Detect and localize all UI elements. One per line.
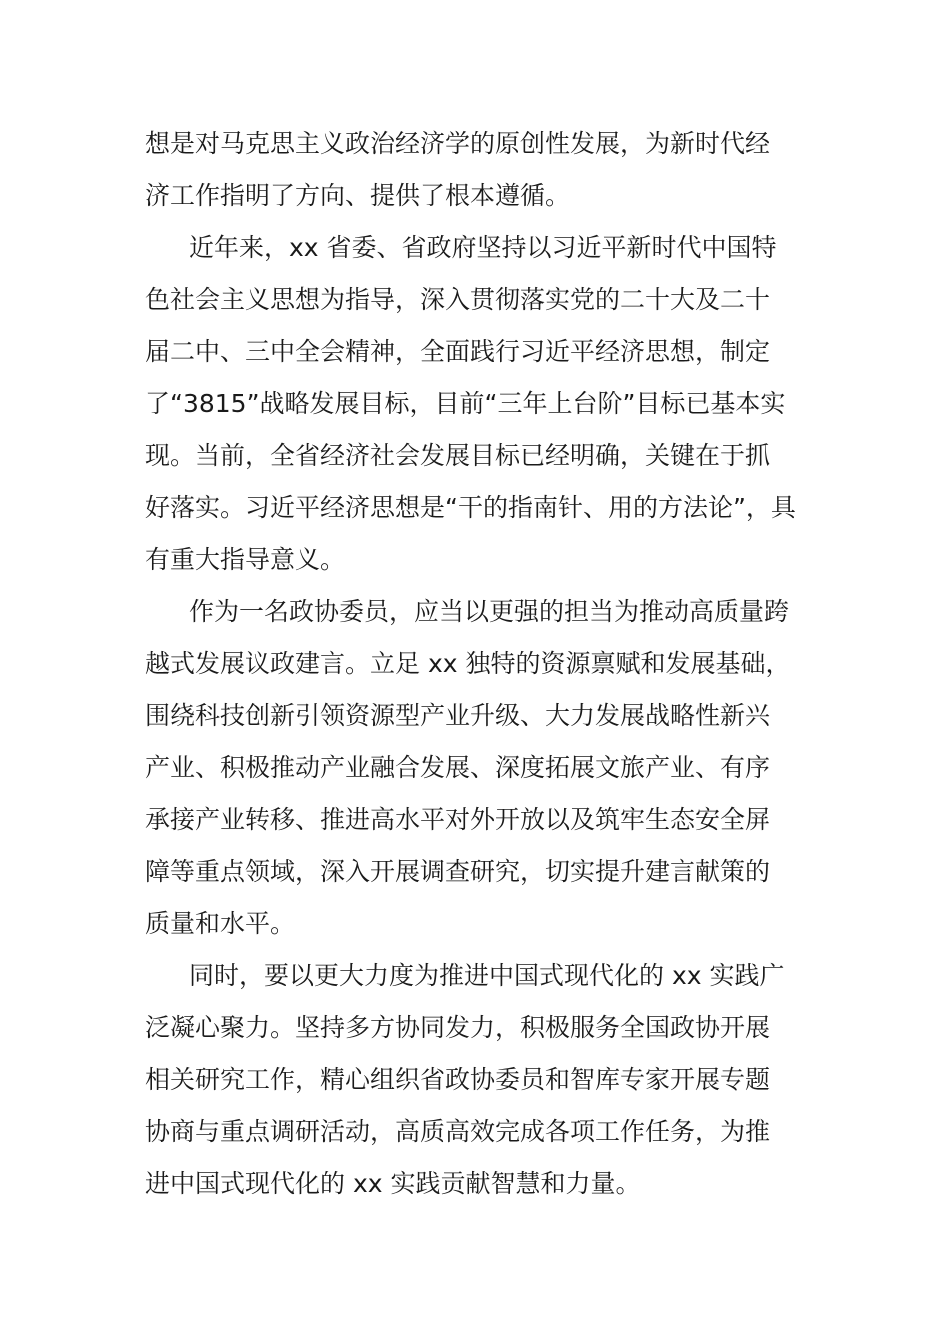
paragraph-line: 质量和水平。: [145, 909, 296, 938]
paragraph-line: 近年来，xx 省委、省政府坚持以习近平新时代中国特: [189, 233, 777, 262]
paragraph-4: [145, 950, 805, 1210]
paragraph-line: 同时，要以更大力度为推进中国式现代化的 xx 实践广: [189, 961, 785, 990]
paragraph-line: 好落实。习近平经济思想是“干的指南针、用的方法论”，具: [145, 493, 796, 522]
paragraph-line: 协商与重点调研活动，高质高效完成各项工作任务，为推: [145, 1117, 771, 1146]
paragraph-line: 有重大指导意义。: [145, 545, 346, 574]
paragraph-line: 相关研究工作，精心组织省政协委员和智库专家开展专题: [145, 1065, 771, 1094]
paragraph-line: 现。当前，全省经济社会发展目标已经明确，关键在于抓: [145, 441, 771, 470]
paragraph-2: [145, 222, 805, 586]
paragraph-line: 想是对马克思主义政治经济学的原创性发展，为新时代经: [145, 129, 771, 158]
paragraph-line: 了“3815”战略发展目标，目前“三年上台阶”目标已基本实: [145, 389, 786, 418]
paragraph-line: 作为一名政协委员，应当以更强的担当为推动高质量跨: [189, 597, 790, 626]
paragraph-line: 围绕科技创新引领资源型产业升级、大力发展战略性新兴: [145, 701, 771, 730]
paragraph-1: [145, 118, 805, 222]
paragraph-line: 产业、积极推动产业融合发展、深度拓展文旅产业、有序: [145, 753, 771, 782]
paragraph-3: [145, 586, 805, 950]
paragraph-line: 承接产业转移、推进高水平对外开放以及筑牢生态安全屏: [145, 805, 771, 834]
paragraph-line: 泛凝心聚力。坚持多方协同发力，积极服务全国政协开展: [145, 1013, 771, 1042]
paragraph-line: 障等重点领域，深入开展调查研究，切实提升建言献策的: [145, 857, 771, 886]
paragraph-line: 济工作指明了方向、提供了根本遵循。: [145, 181, 571, 210]
document-body: [145, 118, 805, 1210]
paragraph-line: 越式发展议政建言。立足 xx 独特的资源禀赋和发展基础，: [145, 649, 791, 678]
paragraph-line: 届二中、三中全会精神，全面践行习近平经济思想，制定: [145, 337, 771, 366]
paragraph-line: 进中国式现代化的 xx 实践贡献智慧和力量。: [145, 1169, 641, 1198]
paragraph-line: 色社会主义思想为指导，深入贯彻落实党的二十大及二十: [145, 285, 771, 314]
